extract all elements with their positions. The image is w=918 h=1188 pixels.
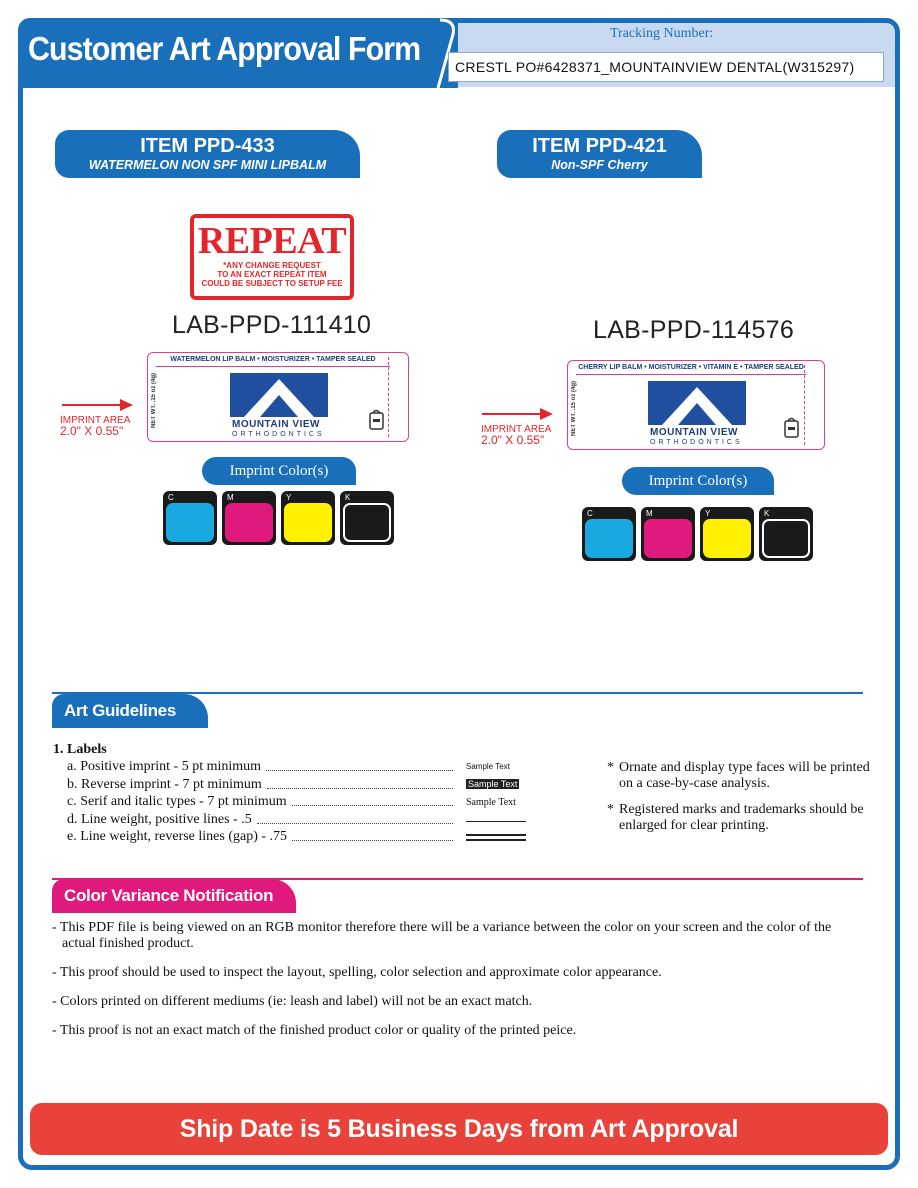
imprint-arrow-icon <box>62 398 134 412</box>
logo-subtitle: ORTHODONTICS <box>232 431 325 438</box>
imprint-area-note <box>481 424 551 446</box>
sample-text-reverse: Sample Text <box>468 778 518 789</box>
guideline-row <box>53 777 553 795</box>
lab-number: LAB-PPD-111410 <box>172 311 372 339</box>
variance-item: - This proof should be used to inspect the layout, spelling, color selection and approximate color appearance. <box>52 965 662 980</box>
swatch-fill <box>585 519 633 558</box>
label-side-text: NET WT. .15 oz (4g) <box>571 380 577 436</box>
item-title: ITEM PPD-433 <box>140 135 275 157</box>
label-guidelines <box>53 742 553 847</box>
item-tab-ppd-421 <box>497 130 702 178</box>
swatch-m <box>222 491 276 545</box>
imprint-area-label: IMPRINT AREA <box>60 415 131 426</box>
repeat-stamp-title: REPEAT <box>197 220 347 262</box>
imprint-arrow-icon <box>482 407 554 421</box>
item-subtitle: Non-SPF Cherry <box>551 158 648 172</box>
sample-line-positive <box>466 821 526 822</box>
lab-number: LAB-PPD-114576 <box>593 316 795 344</box>
item-tab-ppd-433 <box>55 130 360 178</box>
sample-text: Sample Text <box>466 762 510 771</box>
imprint-area-size: 2.0" X 0.55" <box>60 424 124 438</box>
imprint-area-label: IMPRINT AREA <box>481 424 552 435</box>
swatch-letter: K <box>345 493 351 502</box>
label-perforation <box>388 357 389 437</box>
swatch-fill <box>644 519 692 558</box>
sample-line-reverse <box>466 834 526 841</box>
color-variance-tab: Color Variance Notification <box>52 879 296 913</box>
swatch-letter: C <box>168 493 174 502</box>
guideline-row <box>53 829 553 847</box>
swatch-letter: C <box>587 509 593 518</box>
variance-item: - This PDF file is being viewed on an RGB monitor therefore there will be a variance between the color on your screen and the color of the actual finished product. <box>52 920 832 951</box>
swatch-c <box>163 491 217 545</box>
sample-text: Sample Text <box>466 797 516 809</box>
leader-dots <box>292 840 453 841</box>
labels-heading: 1. Labels <box>53 742 107 757</box>
logo-subtitle: ORTHODONTICS <box>650 439 743 446</box>
recycle-bin-icon <box>368 408 386 432</box>
repeat-stamp <box>190 214 354 300</box>
variance-item: - Colors printed on different mediums (ie: leash and label) will not be an exact match. <box>52 994 533 1009</box>
repeat-stamp-line: TO AN EXACT REPEAT ITEM <box>217 270 327 279</box>
repeat-stamp-line: COULD BE SUBJECT TO SETUP FEE <box>201 279 343 288</box>
swatch-letter: Y <box>705 509 711 518</box>
guideline-text: d. Line weight, positive lines - .5 <box>67 811 252 827</box>
color-variance-list <box>52 920 852 1052</box>
swatch-c <box>582 507 636 561</box>
swatch-fill <box>225 503 273 542</box>
tracking-number-field: CRESTL PO#6428371_MOUNTAINVIEW DENTAL(W315297) <box>448 52 884 82</box>
swatch-letter: M <box>227 493 234 502</box>
swatch-fill <box>284 503 332 542</box>
swatch-fill <box>343 503 391 542</box>
label-top-text: CHERRY LIP BALM • MOISTURIZER • VITAMIN E • TAMPER SEALED <box>576 361 806 375</box>
leader-dots <box>257 823 453 824</box>
guideline-notes <box>605 760 875 844</box>
label-top-text: WATERMELON LIP BALM • MOISTURIZER • TAMPER SEALED <box>156 353 390 367</box>
swatch-fill <box>762 519 810 558</box>
logo-name: MOUNTAIN VIEW <box>650 427 738 438</box>
guideline-note: * Ornate and display type faces will be printed on a case-by-case analysis. <box>607 760 870 791</box>
swatch-k <box>759 507 813 561</box>
label-side-text: NET WT. .15 oz (4g) <box>151 372 157 428</box>
tracking-label: Tracking Number: <box>610 26 714 41</box>
swatch-fill <box>166 503 214 542</box>
item-subtitle: WATERMELON NON SPF MINI LIPBALM <box>88 158 327 172</box>
guideline-text: a. Positive imprint - 5 pt minimum <box>67 759 262 774</box>
guideline-row <box>53 812 553 830</box>
swatch-letter: Y <box>286 493 292 502</box>
swatch-m <box>641 507 695 561</box>
page-title: Customer Art Approval Form <box>28 30 421 67</box>
imprint-colors-tab: Imprint Color(s) <box>622 467 774 495</box>
guideline-row <box>53 759 553 777</box>
item-title: ITEM PPD-421 <box>532 135 667 157</box>
recycle-bin-icon <box>783 416 801 440</box>
guideline-text: b. Reverse imprint - 7 pt minimum <box>67 776 262 792</box>
label-proof-ppd-433 <box>147 352 409 442</box>
label-proof-ppd-421 <box>567 360 825 450</box>
swatch-letter: K <box>764 509 770 518</box>
leader-dots <box>266 770 453 771</box>
swatch-letter: M <box>646 509 653 518</box>
swatch-y <box>700 507 754 561</box>
guideline-note: * Registered marks and trademarks should be enlarged for clear printing. <box>607 802 864 833</box>
variance-item: - This proof is not an exact match of the finished product color or quality of the printed peice. <box>52 1023 577 1038</box>
guideline-text: e. Line weight, reverse lines (gap) - .75 <box>67 829 288 845</box>
swatch-k <box>340 491 394 545</box>
repeat-stamp-line: *ANY CHANGE REQUEST <box>223 261 321 270</box>
label-perforation <box>804 365 805 445</box>
guideline-text: c. Serif and italic types - 7 pt minimum <box>67 794 287 810</box>
swatch-fill <box>703 519 751 558</box>
mountain-logo-icon <box>648 381 746 425</box>
art-guidelines-tab: Art Guidelines <box>52 694 208 728</box>
imprint-area-size: 2.0" X 0.55" <box>481 433 545 447</box>
mountain-logo-icon <box>230 373 328 417</box>
leader-dots <box>267 788 453 789</box>
leader-dots <box>292 805 453 806</box>
imprint-area-note <box>60 415 130 437</box>
ship-date-banner: Ship Date is 5 Business Days from Art Approval <box>30 1103 888 1155</box>
logo-name: MOUNTAIN VIEW <box>232 419 320 430</box>
swatch-y <box>281 491 335 545</box>
imprint-colors-tab: Imprint Color(s) <box>202 457 356 485</box>
guideline-row <box>53 794 553 812</box>
